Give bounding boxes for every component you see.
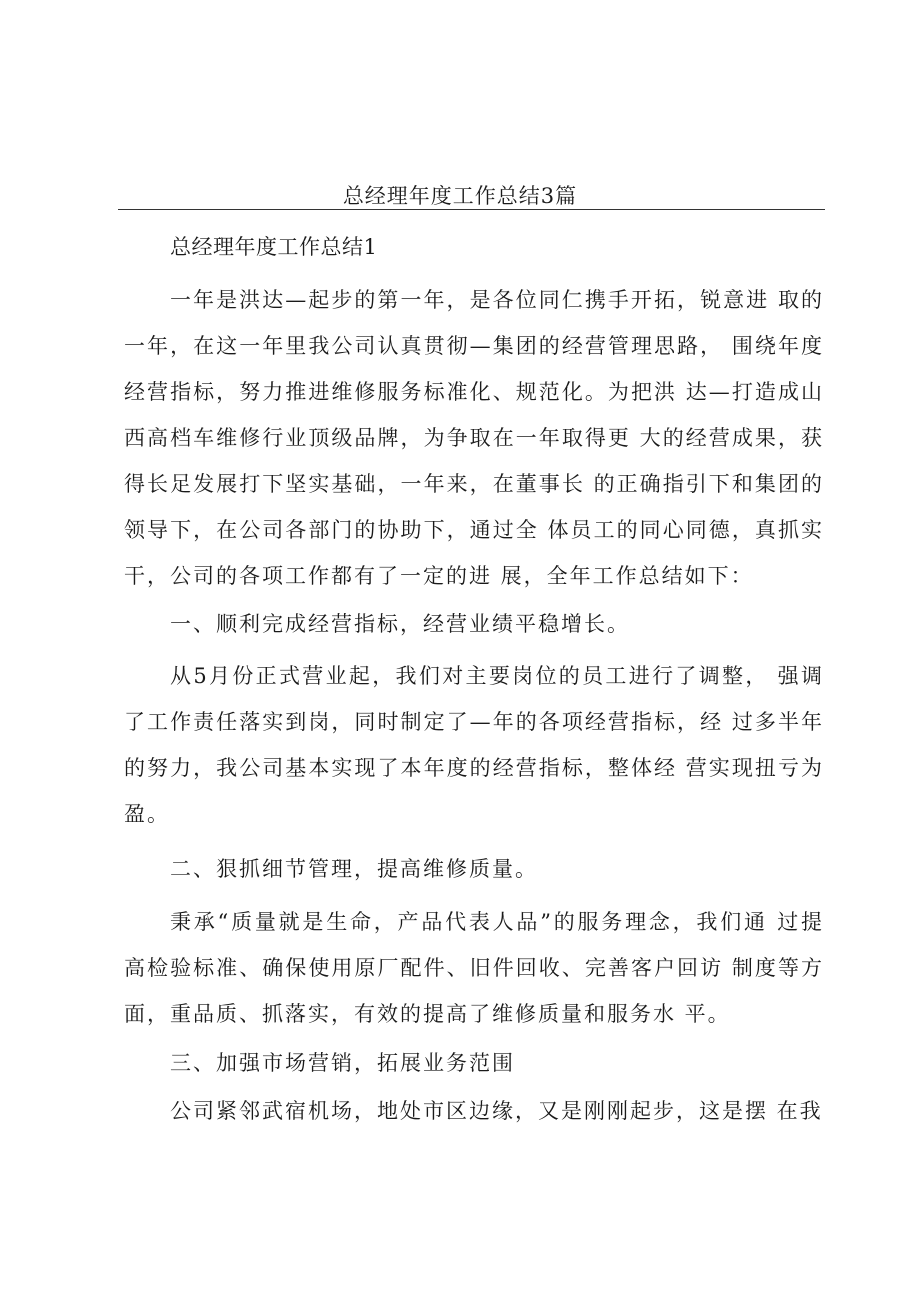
section-heading: 总经理年度工作总结1 [170,235,378,259]
paragraph-intro: 一年是洪达—起步的第一年，是各位同仁携手开拓，锐意进 取的一年，在这一年里我公司认真贯彻—集团的经营管理思路， 围绕年度经营指标，努力推进维修服务标准化、规范化。为把洪 达—打造成山西高档车维修行业顶级品牌，为争取在一年取得更 大的经营成果，获得长足发展打下坚实基础，一年来，在董事长 的正确指引下和集团的领导下，在公司各部门的协助下，通过全 体员工的同心同德，真抓实干，公司的各项工作都有了一定的进 展，全年工作总结如下： [124,288,824,588]
document-title: 总经理年度工作总结3篇 [342,184,578,208]
heading-two: 二、狠抓细节管理，提高维修质量。 [170,857,538,881]
paragraph-two: 秉承“质量就是生命，产品代表人品”的服务理念，我们通 过提高检验标准、确保使用原厂配件、旧件回收、完善客户回访 制度等方面，重品质、抓落实，有效的提高了维修质量和服务水 平。 [124,910,824,1026]
heading-one: 一、顺利完成经营指标，经营业绩平稳增长。 [170,612,630,636]
document-body [124,232,824,1134]
heading-three: 三、加强市场营销，拓展业务范围 [170,1051,515,1075]
paragraph-three: 公司紧邻武宿机场，地处市区边缘，又是刚刚起步，这是摆 在我 [170,1099,823,1123]
paragraph-one: 从5月份正式营业起，我们对主要岗位的员工进行了调整， 强调了工作责任落实到岗，同时制定了—年的各项经营指标，经 过多半年的努力，我公司基本实现了本年度的经营指标，整体经 营实现扭亏为盈。 [124,664,824,826]
title-underline [118,209,825,210]
